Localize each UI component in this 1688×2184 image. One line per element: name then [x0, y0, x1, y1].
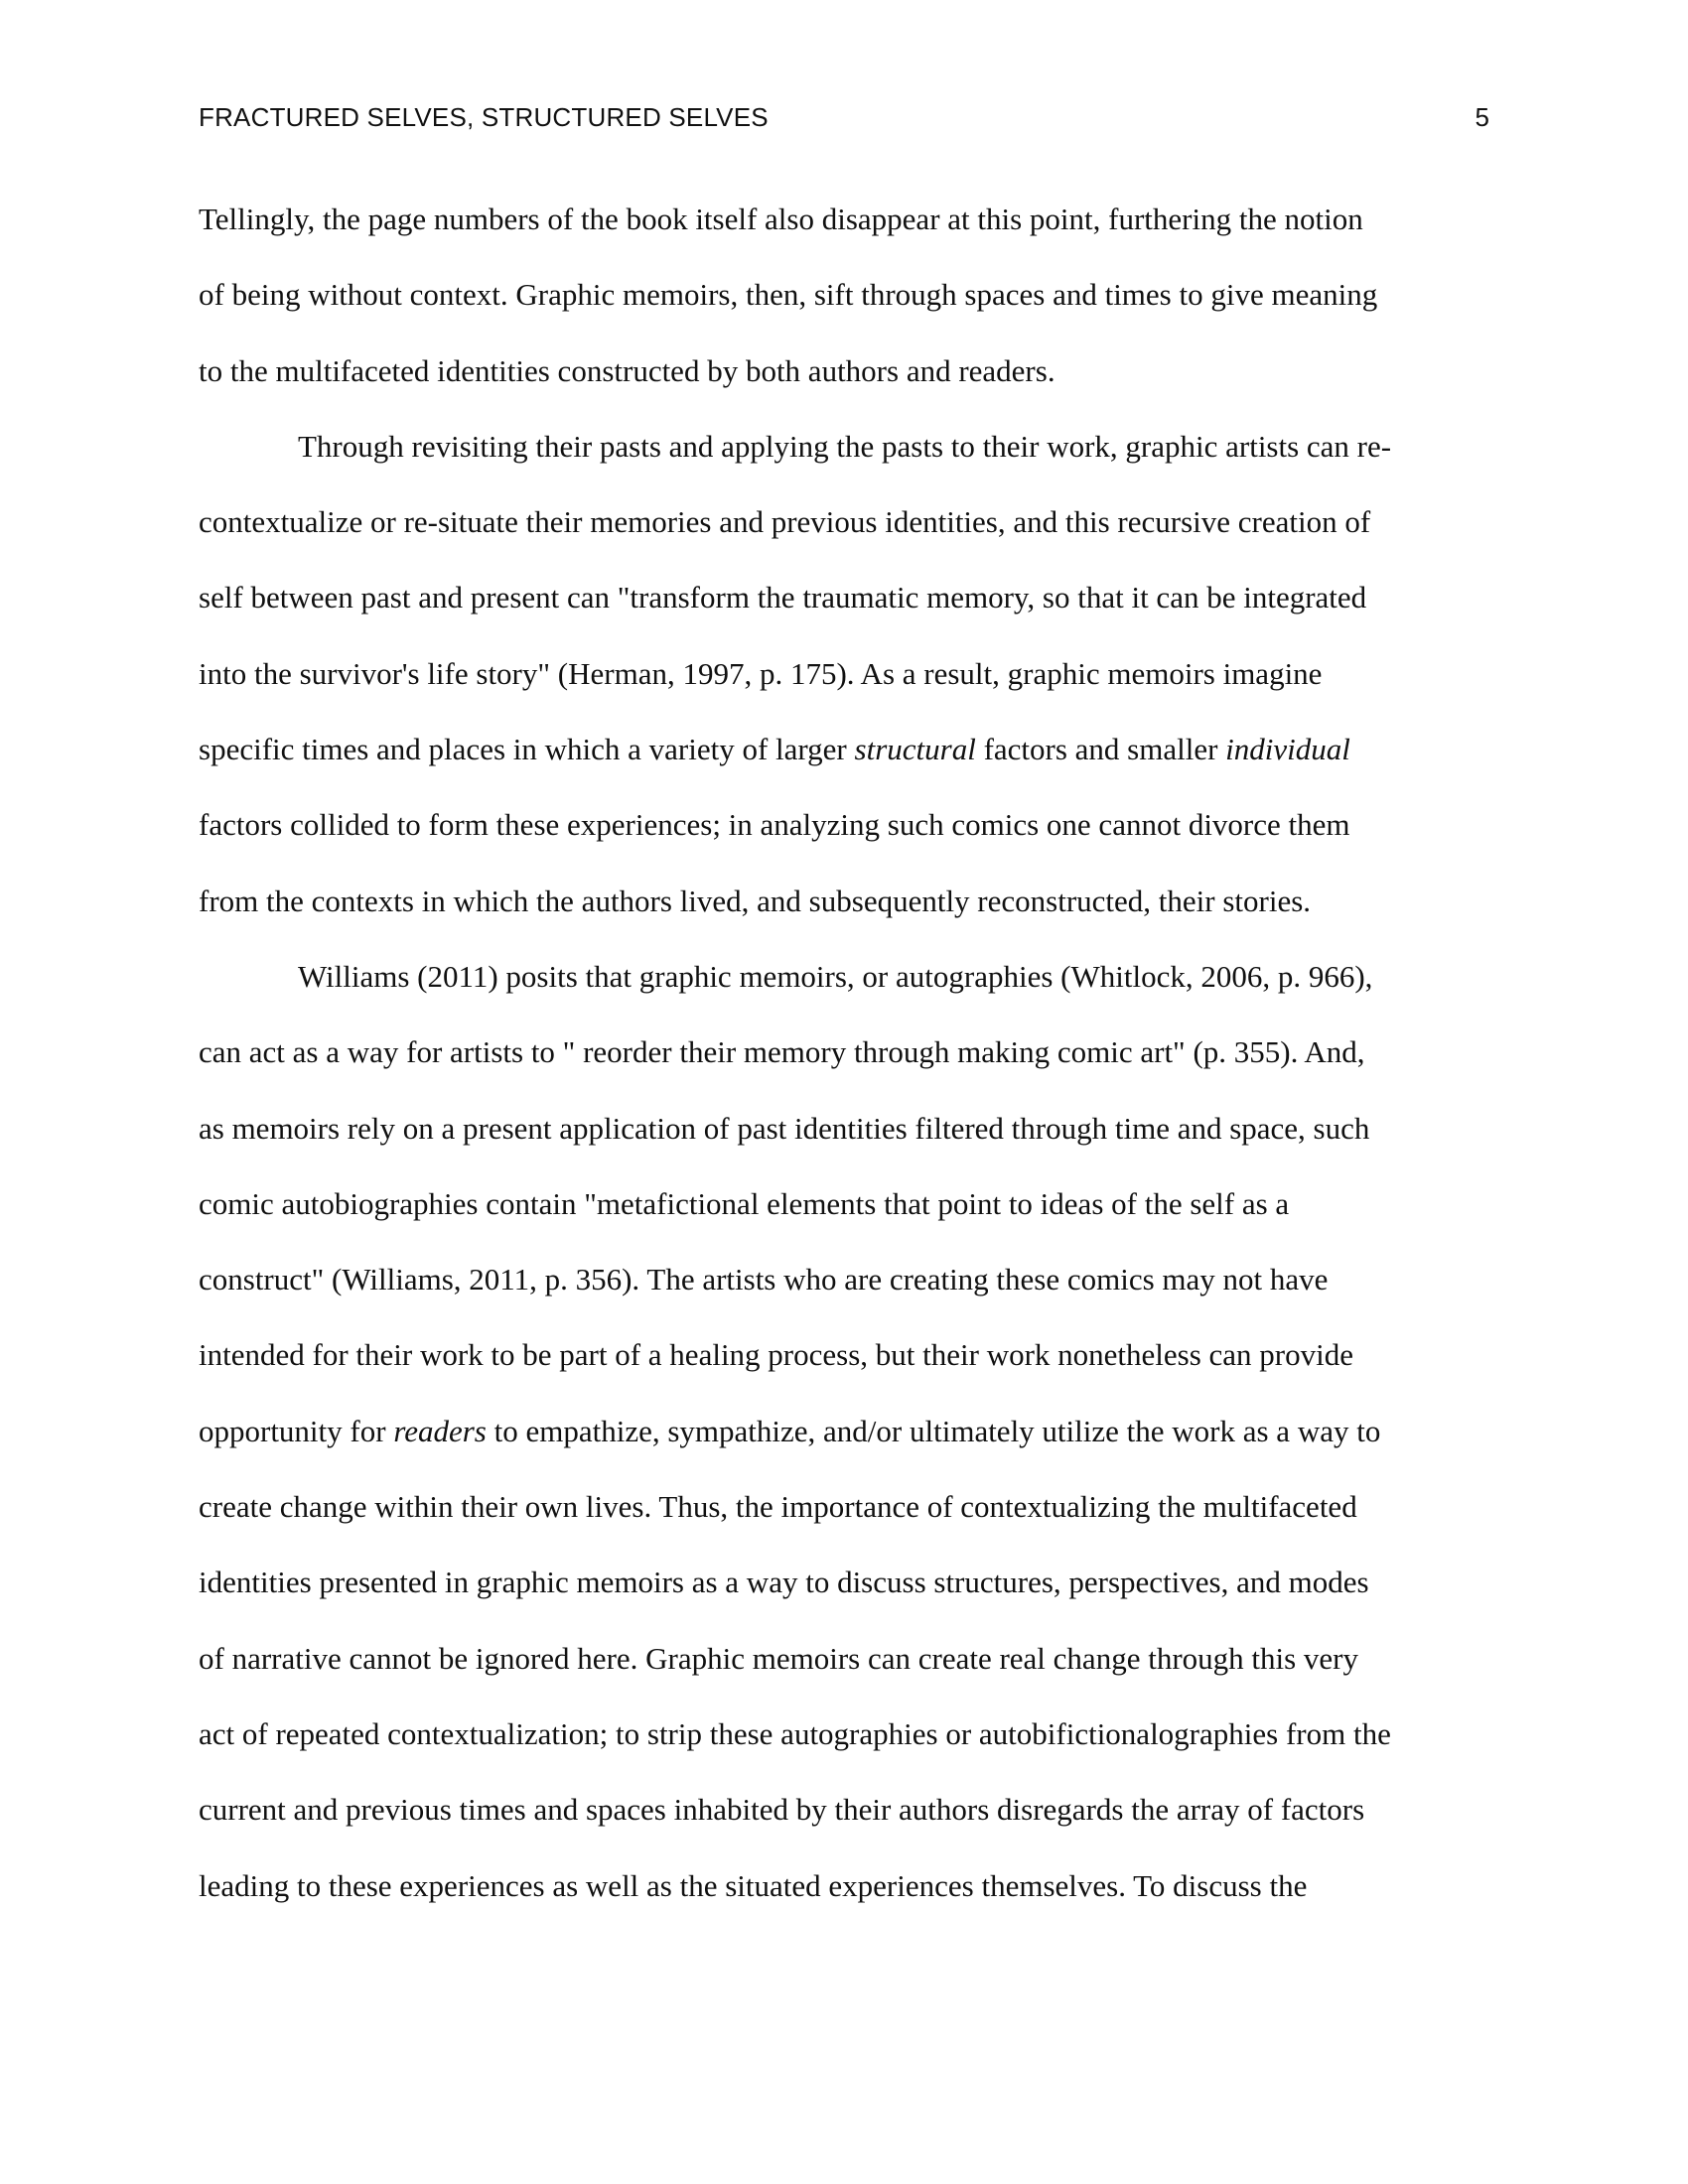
italic-term-readers: readers — [393, 1413, 487, 1448]
text-line: contextualize or re-situate their memories and previous identities, and this recursive creation of — [199, 504, 1371, 540]
text-line — [199, 728, 1489, 803]
text-line: identities presented in graphic memoirs as a way to discuss structures, perspectives, and modes — [199, 1565, 1369, 1600]
text-line: comic autobiographies contain "metafictional elements that point to ideas of the self as a — [199, 1185, 1290, 1221]
text-line: create change within their own lives. Thus, the importance of contextualizing the multifaceted — [199, 1489, 1357, 1525]
paragraph-start-line: Through revisiting their pasts and applying the pasts to their work, graphic artists can re- — [298, 428, 1392, 464]
text-line: factors collided to form these experiences; in analyzing such comics one cannot divorce them — [199, 807, 1350, 843]
body-text — [199, 198, 1489, 1940]
text-line — [199, 1410, 1489, 1485]
italic-term-structural: structural — [854, 732, 976, 767]
text-line: can act as a way for artists to " reorder their memory through making comic art" (p. 355). And, — [199, 1034, 1365, 1070]
text-line: current and previous times and spaces inhabited by their authors disregards the array of factors — [199, 1792, 1365, 1828]
text-line: to the multifaceted identities constructed by both authors and readers. — [199, 352, 1055, 388]
text-segment: specific times and places in which a variety of larger — [199, 732, 855, 767]
text-line: intended for their work to be part of a healing process, but their work nonetheless can provide — [199, 1337, 1353, 1373]
text-line: act of repeated contextualization; to strip these autographies or autobifictionalographies from the — [199, 1715, 1391, 1751]
text-line: Tellingly, the page numbers of the book itself also disappear at this point, furthering the notion — [199, 202, 1363, 236]
text-line: construct" (Williams, 2011, p. 356). The artists who are creating these comics may not have — [199, 1262, 1329, 1297]
text-line: as memoirs rely on a present application of past identities filtered through time and space, such — [199, 1110, 1370, 1146]
running-head — [199, 102, 1489, 142]
text-segment: opportunity for — [199, 1413, 394, 1448]
text-line: self between past and present can "transform the traumatic memory, so that it can be integrated — [199, 580, 1367, 615]
text-segment: factors and smaller — [975, 732, 1226, 767]
text-line: leading to these experiences as well as the situated experiences themselves. To discuss the — [199, 1867, 1308, 1903]
page-number: 5 — [1475, 102, 1489, 132]
text-line: of being without context. Graphic memoirs, then, sift through spaces and times to give meaning — [199, 277, 1378, 313]
running-head-title: FRACTURED SELVES, STRUCTURED SELVES — [199, 102, 769, 132]
text-segment: to empathize, sympathize, and/or ultimately utilize the work as a way to — [486, 1413, 1381, 1448]
text-line: into the survivor's life story" (Herman, 1997, p. 175). As a result, graphic memoirs imagine — [199, 655, 1323, 691]
italic-term-individual: individual — [1225, 732, 1350, 767]
text-line: of narrative cannot be ignored here. Graphic memoirs can create real change through this very — [199, 1640, 1359, 1676]
paragraph-start-line: Williams (2011) posits that graphic memoirs, or autographies (Whitlock, 2006, p. 966), — [298, 958, 1373, 994]
text-line: from the contexts in which the authors lived, and subsequently reconstructed, their stories. — [199, 883, 1312, 918]
